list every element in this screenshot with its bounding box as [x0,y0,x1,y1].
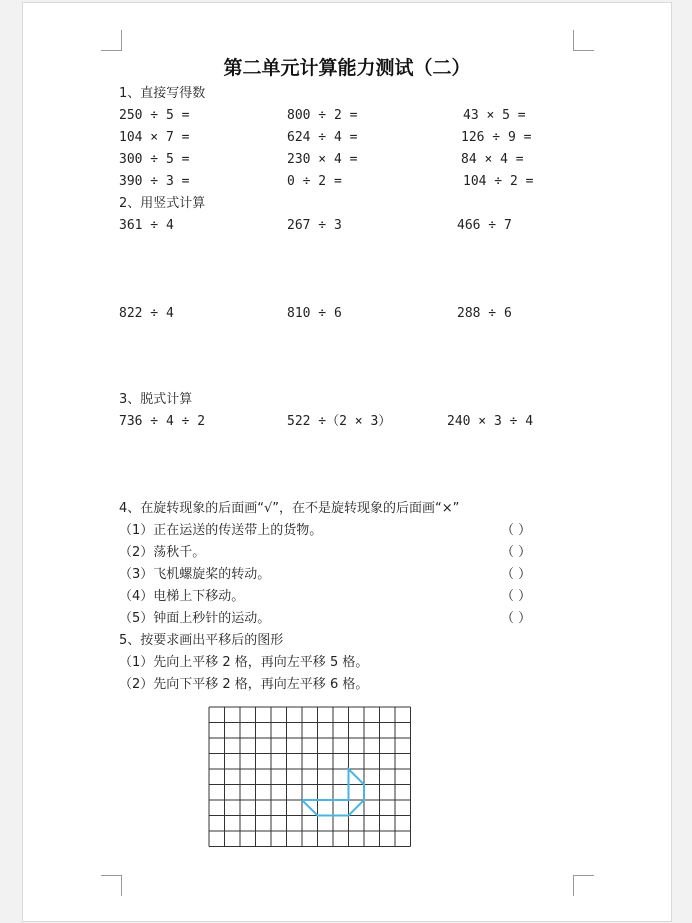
crop-mark-top-right [573,30,594,51]
answer-parentheses[interactable]: （ ） [501,589,532,604]
oral-problem: 300 ÷ 5 = [119,152,190,167]
document-page [22,2,672,922]
oral-problem: 84 × 4 = [461,152,524,167]
translation-instruction: （2）先向下平移 2 格，再向左平移 6 格。 [119,677,369,692]
section2-heading: 2、用竖式计算 [119,196,206,211]
vertical-problem: 267 ÷ 3 [287,218,342,233]
grid-lines [209,707,411,847]
oral-problem: 43 × 5 = [463,108,526,123]
judgement-item: （2）荡秋千。 [119,545,206,560]
oral-problem: 104 ÷ 2 = [463,174,534,189]
oral-problem: 250 ÷ 5 = [119,108,190,123]
oral-problem: 800 ÷ 2 = [287,108,358,123]
section4-heading: 4、在旋转现象的后面画“√”，在不是旋转现象的后面画“×” [119,501,460,516]
crop-mark-top-left [101,30,122,51]
judgement-item: （1）正在运送的传送带上的货物。 [119,523,323,538]
crop-mark-bottom-left [101,875,122,896]
oral-problem: 104 × 7 = [119,130,190,145]
answer-parentheses[interactable]: （ ） [501,611,532,626]
section3-heading: 3、脱式计算 [119,392,193,407]
stepwise-problem: 240 × 3 ÷ 4 [447,414,534,429]
oral-problem: 126 ÷ 9 = [461,130,532,145]
translation-instruction: （1）先向上平移 2 格，再向左平移 5 格。 [119,655,369,670]
vertical-problem: 822 ÷ 4 [119,306,174,321]
vertical-problem: 361 ÷ 4 [119,218,174,233]
crop-mark-bottom-right [573,875,594,896]
judgement-item: （5）钟面上秒针的运动。 [119,611,271,626]
oral-problem: 0 ÷ 2 = [287,174,342,189]
oral-problem: 624 ÷ 4 = [287,130,358,145]
section5-heading: 5、按要求画出平移后的图形 [119,633,284,648]
vertical-problem: 288 ÷ 6 [457,306,512,321]
section1-heading: 1、直接写得数 [119,86,206,101]
judgement-item: （4）电梯上下移动。 [119,589,245,604]
answer-parentheses[interactable]: （ ） [501,523,532,538]
vertical-problem: 466 ÷ 7 [457,218,512,233]
oral-problem: 230 × 4 = [287,152,358,167]
page-title: 第二单元计算能力测试（二） [223,57,471,79]
judgement-item: （3）飞机螺旋桨的转动。 [119,567,271,582]
stepwise-problem: 522 ÷（2 × 3） [287,414,392,429]
answer-parentheses[interactable]: （ ） [501,545,532,560]
translation-grid[interactable] [207,705,413,849]
oral-problem: 390 ÷ 3 = [119,174,190,189]
answer-parentheses[interactable]: （ ） [501,567,532,582]
vertical-problem: 810 ÷ 6 [287,306,342,321]
stepwise-problem: 736 ÷ 4 ÷ 2 [119,414,206,429]
